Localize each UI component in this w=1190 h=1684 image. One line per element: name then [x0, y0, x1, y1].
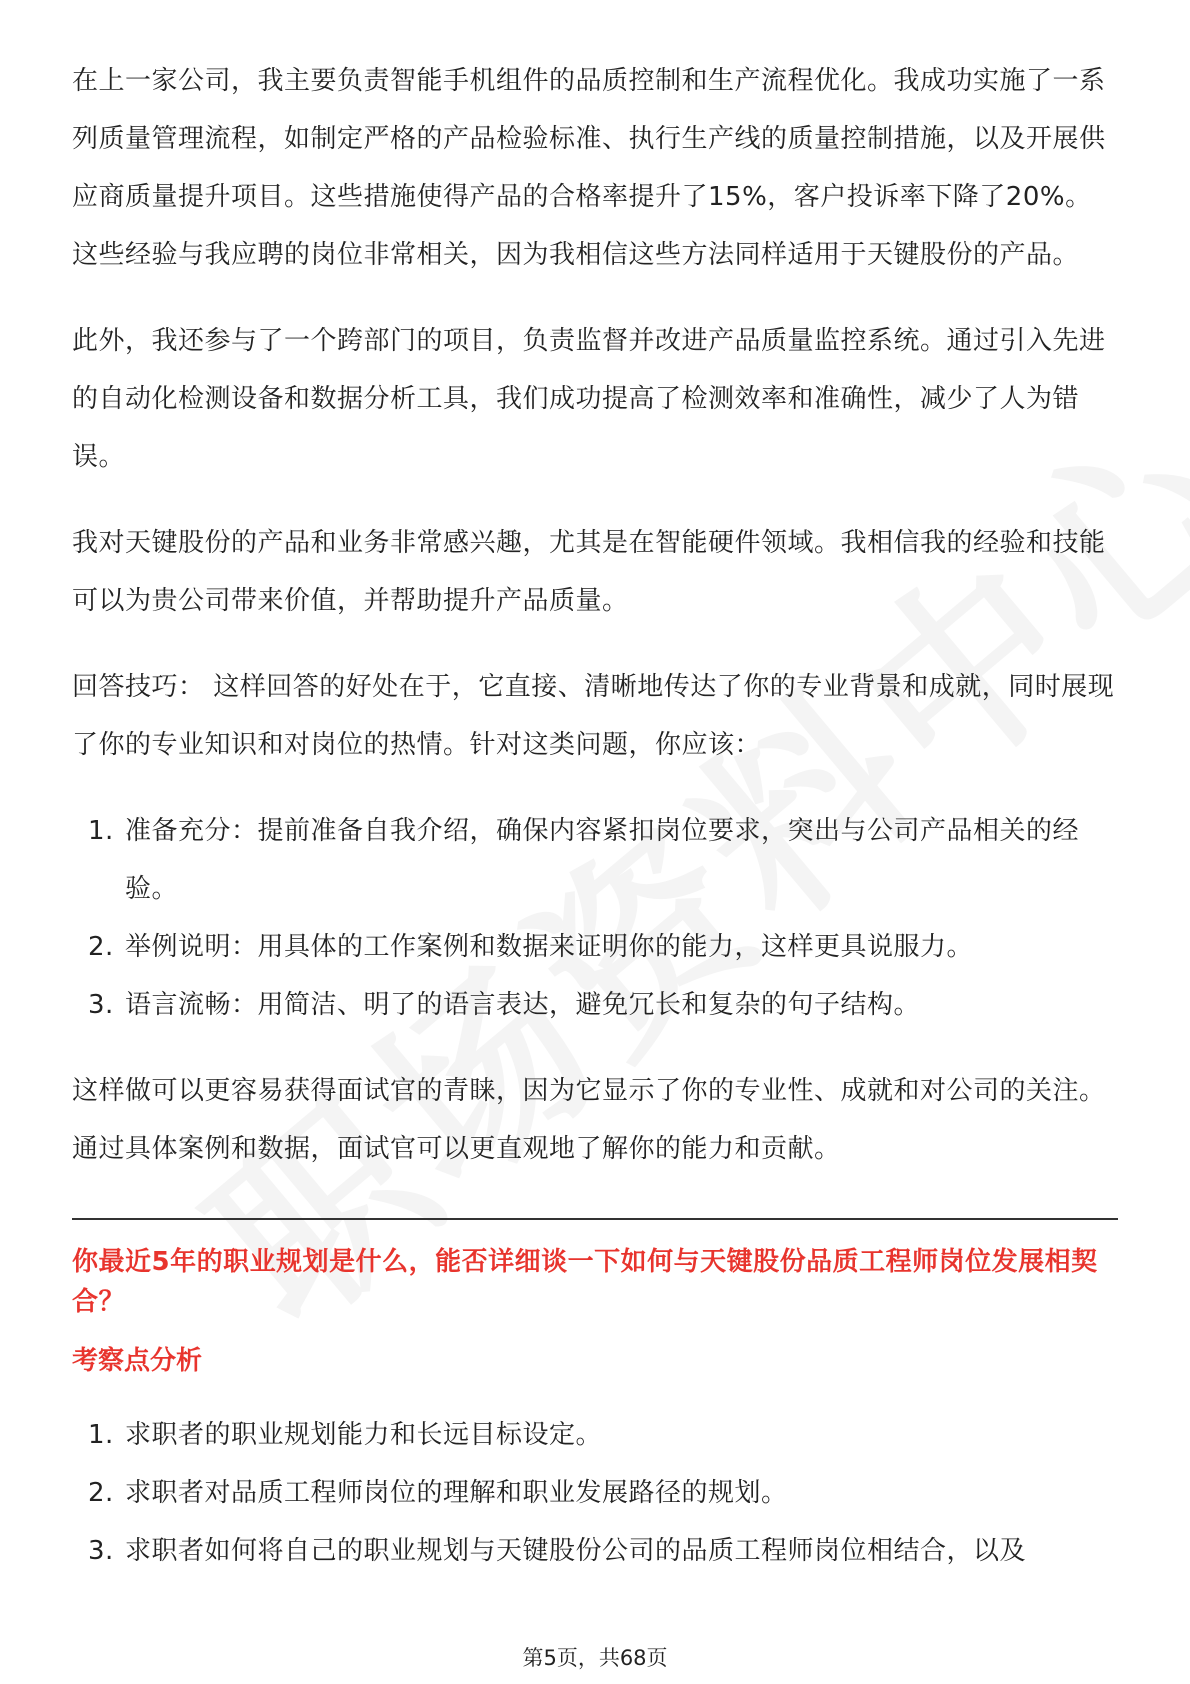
- list-text: 语言流畅：用简洁、明了的语言表达，避免冗长和复杂的句子结构。: [125, 990, 921, 1020]
- analysis-heading: 考察点分析: [72, 1346, 203, 1376]
- list-number: 1.: [88, 1420, 114, 1450]
- list-text: 求职者的职业规划能力和长远目标设定。: [125, 1420, 603, 1450]
- list-number: 2.: [88, 1478, 114, 1508]
- interview-question: 你最近5年的职业规划是什么，能否详细谈一下如何与天键股份品质工程师岗位发展相契合？: [72, 1247, 1098, 1317]
- page-footer: 第5页，共68页: [522, 1646, 668, 1670]
- paragraph-answer-tips: 回答技巧： 这样回答的好处在于，它直接、清晰地传达了你的专业背景和成就，同时展现了你的专业知识和对岗位的热情。针对这类问题，你应该：: [72, 672, 1115, 760]
- analysis-list: [72, 1406, 1118, 1580]
- paragraph-cross-department: 此外，我还参与了一个跨部门的项目，负责监督并改进产品质量监控系统。通过引入先进的自动化检测设备和数据分析工具，我们成功提高了检测效率和准确性，减少了人为错误。: [72, 326, 1106, 472]
- list-number: 3.: [88, 990, 114, 1020]
- list-text: 求职者如何将自己的职业规划与天键股份公司的品质工程师岗位相结合，以及: [125, 1536, 1027, 1566]
- list-text: 举例说明：用具体的工作案例和数据来证明你的能力，这样更具说服力。: [125, 932, 974, 962]
- document-body: [72, 52, 1118, 1608]
- list-text: 求职者对品质工程师岗位的理解和职业发展路径的规划。: [125, 1478, 788, 1508]
- list-item: [72, 1464, 1118, 1522]
- paragraph-experience: 在上一家公司，我主要负责智能手机组件的品质控制和生产流程优化。我成功实施了一系列质量管理流程，如制定严格的产品检验标准、执行生产线的质量控制措施，以及开展供应商质量提升项目。这些措施使得产品的合格率提升了15%，客户投诉率下降了20%。这些经验与我应聘的岗位非常相关，因为我相信这些方法同样适用于天键股份的产品。: [72, 66, 1106, 270]
- list-item: [72, 1522, 1118, 1580]
- paragraph-closing: 这样做可以更容易获得面试官的青睐，因为它显示了你的专业性、成就和对公司的关注。通过具体案例和数据，面试官可以更直观地了解你的能力和贡献。: [72, 1076, 1106, 1164]
- list-item: [72, 976, 1118, 1034]
- list-number: 1.: [88, 816, 114, 846]
- list-item: [72, 802, 1118, 918]
- list-number: 2.: [88, 932, 114, 962]
- paragraph-interest: 我对天键股份的产品和业务非常感兴趣，尤其是在智能硬件领域。我相信我的经验和技能可以为贵公司带来价值，并帮助提升产品质量。: [72, 528, 1106, 616]
- tips-list: [72, 802, 1118, 1034]
- list-item: [72, 918, 1118, 976]
- section-divider: [72, 1218, 1118, 1220]
- list-item: [72, 1406, 1118, 1464]
- list-text: 准备充分：提前准备自我介绍，确保内容紧扣岗位要求，突出与公司产品相关的经验。: [125, 816, 1080, 904]
- list-number: 3.: [88, 1536, 114, 1566]
